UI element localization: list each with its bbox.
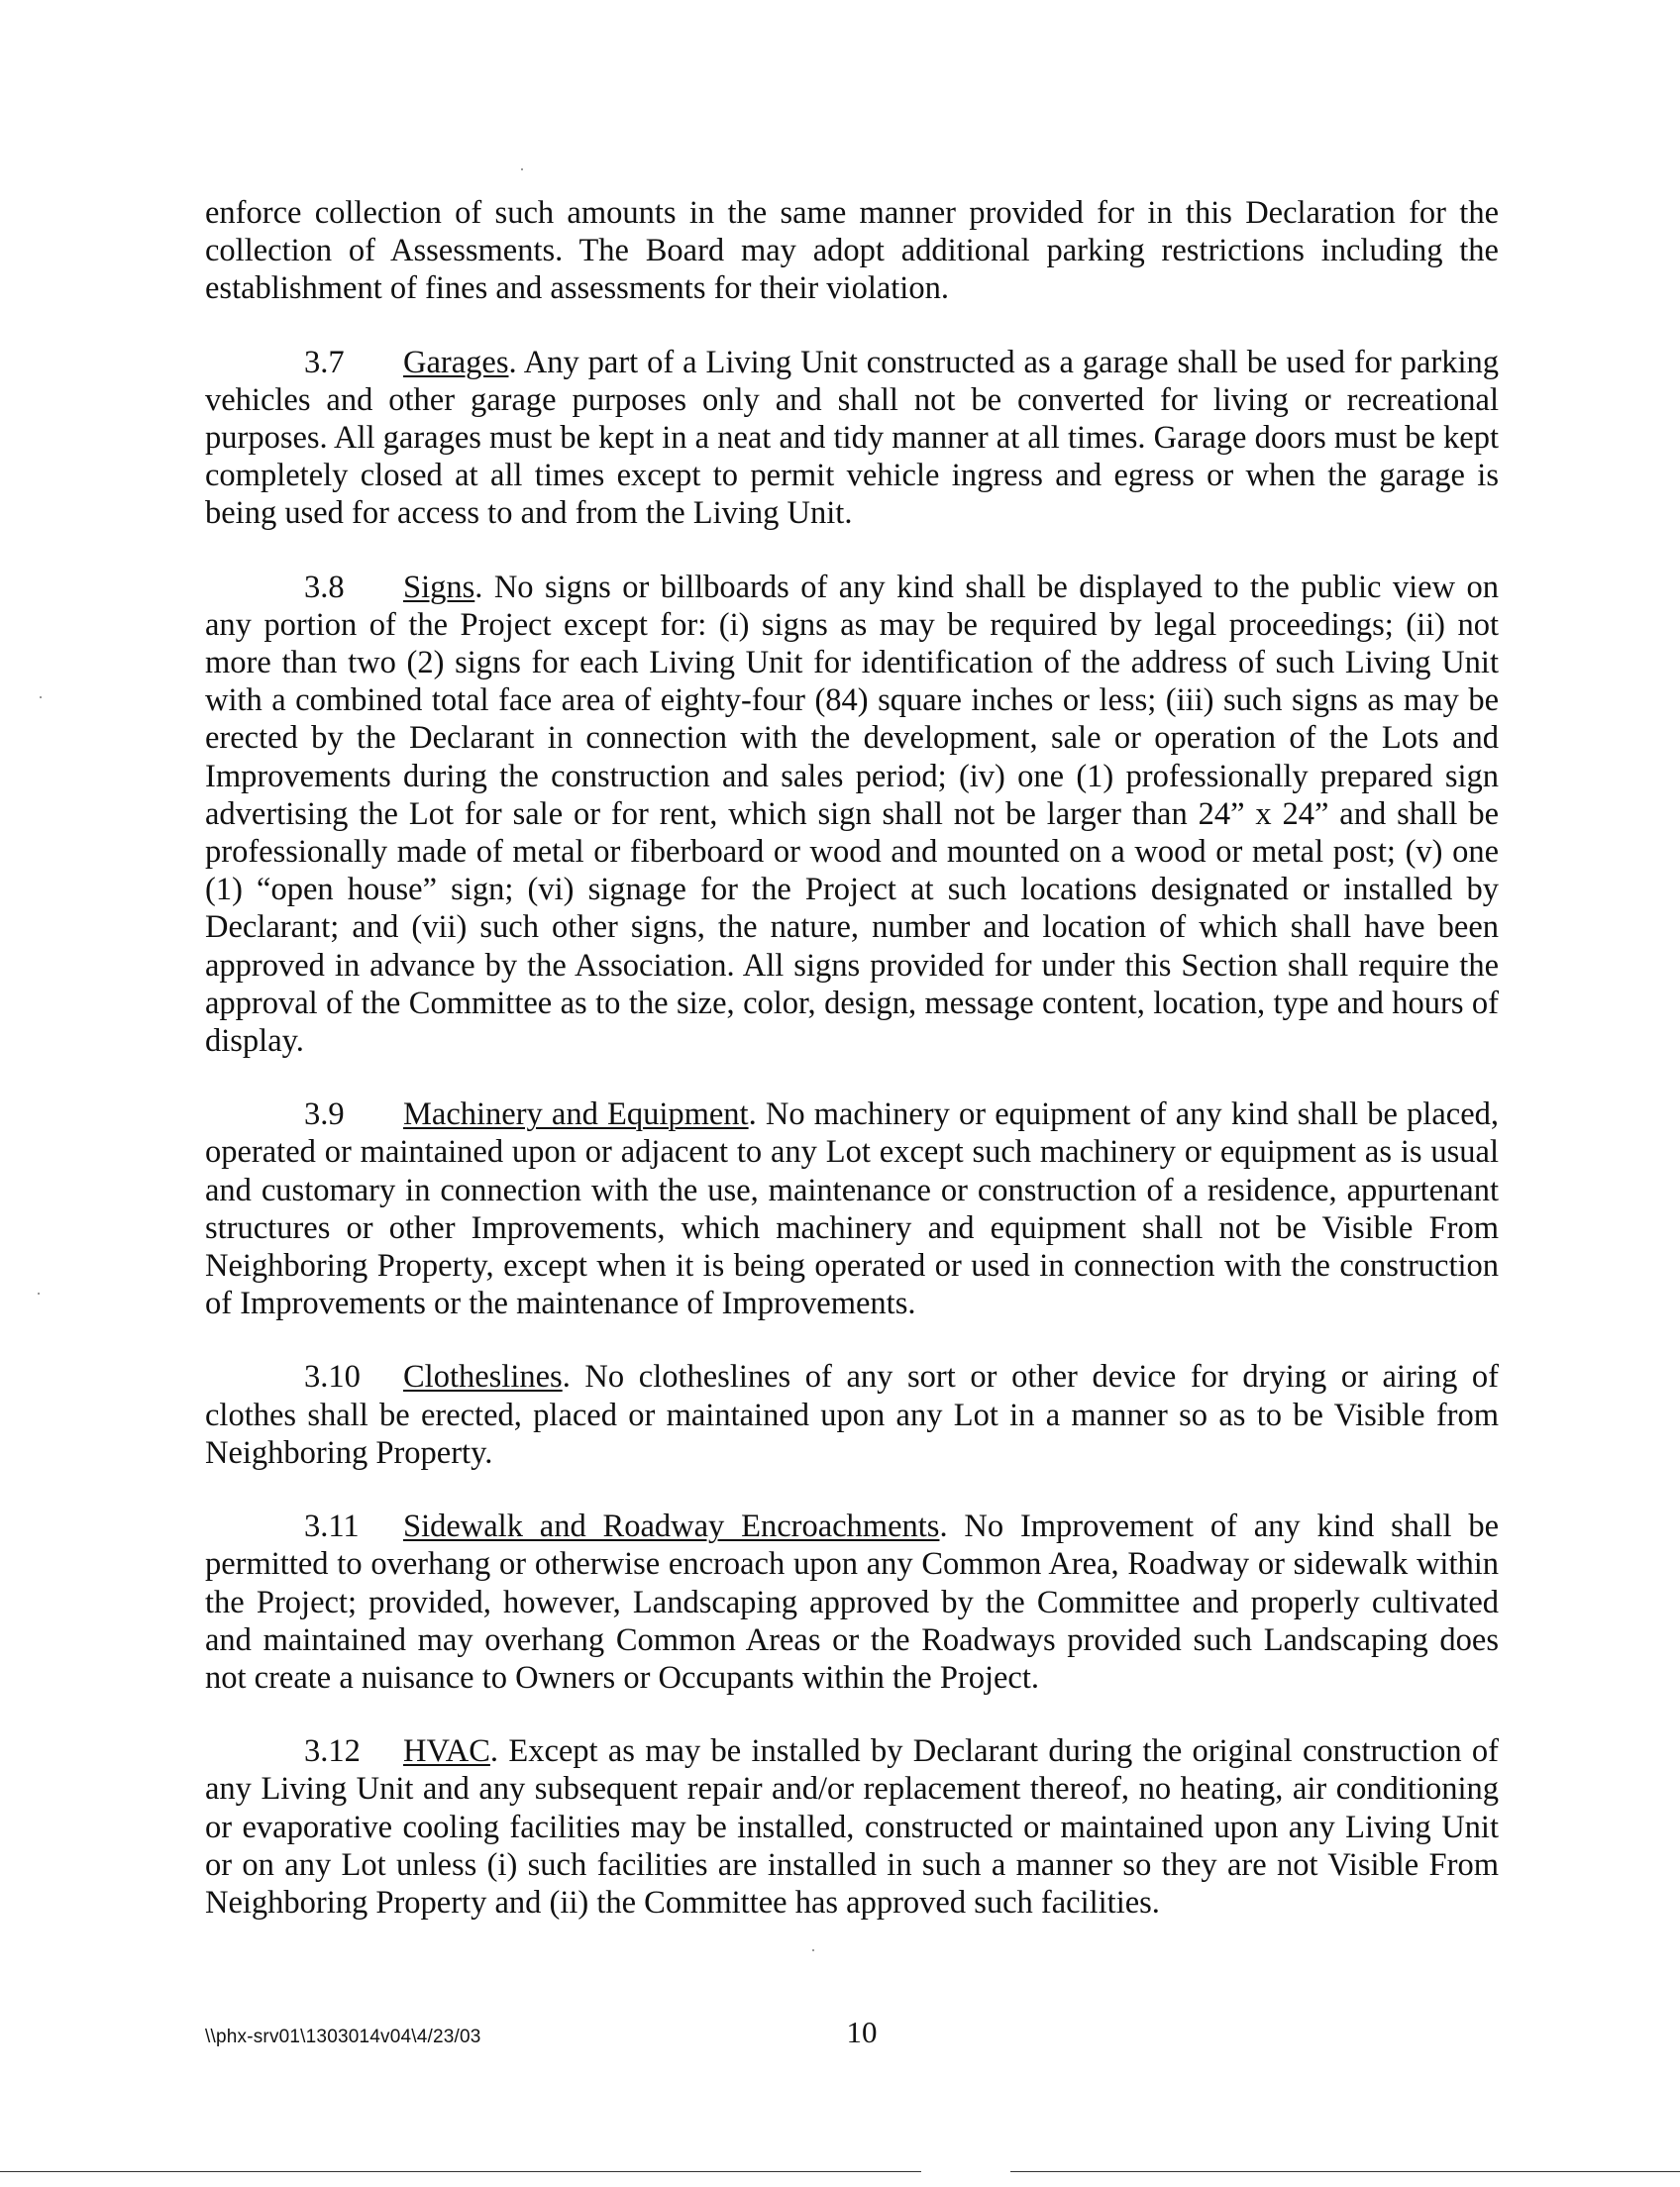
section-number: 3.8 xyxy=(304,569,345,605)
section-number: 3.12 xyxy=(304,1733,361,1770)
footer-file-path: \\phx-srv01\1303014v04\4/23/03 xyxy=(205,2027,481,2047)
section-number: 3.7 xyxy=(304,344,345,380)
section-title: Sidewalk and Roadway Encroachments xyxy=(403,1509,940,1545)
section-3-10 xyxy=(205,1358,1499,1472)
scan-speck xyxy=(812,1949,814,1951)
section-title: Signs xyxy=(403,569,475,605)
section-number: 3.11 xyxy=(304,1509,360,1545)
section-title: Garages xyxy=(403,344,509,380)
section-title: HVAC xyxy=(403,1733,490,1770)
section-3-7 xyxy=(205,344,1499,533)
section-text: . No clotheslines of any sort or other device for drying or airing of clothes shall be erected, placed or maintained upon any Lot in a manner so as to be Visible from Neighboring Property. xyxy=(205,1359,1499,1471)
section-text: . Except as may be installed by Declarant during the original construction of any Living Unit and any subsequent repair and/or replacement thereof, no heating, air conditioning or evaporative cooling facilities may be installed, constructed or maintained upon any Living Unit or on any Lot unless (i) such facilities are installed in such a manner so they are not Visible From Neighboring Property and (ii) the Committee has approved such facilities. xyxy=(205,1733,1499,1921)
section-text: . No signs or billboards of any kind shall be displayed to the public view on any portion of the Project except for: (i) signs as may be required by legal proceedings; (ii) not more than two (2) signs for each Living Unit for identification of the address of such Living Unit with a combined total face area of eighty-four (84) square inches or less; (iii) such signs as may be erected by the Declarant in connection with the development, sale or operation of the Lots and Improvements during the construction and sales period; (iv) one (1) professionally prepared sign advertising the Lot for sale or for rent, which sign shall not be larger than 24” x 24” and shall be professionally made of metal or fiberboard or wood and mounted on a wood or metal post; (v) one (1) “open house” sign; (vi) signage for the Project at such locations designated or installed by Declarant; and (vii) such other signs, the nature, number and location of which shall have been approved in advance by the Association. All signs provided for under this Section shall require the approval of the Committee as to the size, color, design, message content, location, type and hours of display. xyxy=(205,569,1499,1060)
section-3-8 xyxy=(205,569,1499,1061)
scan-speck xyxy=(521,168,523,170)
scan-speck xyxy=(38,1293,40,1295)
section-3-9 xyxy=(205,1095,1499,1322)
section-number: 3.9 xyxy=(304,1096,345,1133)
section-text: . No Improvement of any kind shall be permitted to overhang or otherwise encroach upon any Common Area, Roadway or sidewalk within the Project; provided, however, Landscaping approved by the Committee and properly cultivated and maintained may overhang Common Areas or the Roadways provided such Landscaping does not create a nuisance to Owners or Occupants within the Project. xyxy=(205,1509,1500,1696)
section-number: 3.10 xyxy=(304,1359,361,1396)
scan-speck xyxy=(40,696,42,698)
page-number: 10 xyxy=(846,2015,878,2049)
section-title: Machinery and Equipment xyxy=(403,1096,749,1133)
section-3-11 xyxy=(205,1508,1499,1697)
scan-edge-line-right xyxy=(1010,2171,1680,2172)
section-text: . No machinery or equipment of any kind shall be placed, operated or maintained upon or adjacent to any Lot except such machinery or equipment as is usual and customary in connection with the use, maintenance or construction of a residence, appurtenant structures or other Improvements, which machinery and equipment shall not be Visible From Neighboring Property, except when it is being operated or used in connection with the construction of Improvements or the maintenance of Improvements. xyxy=(205,1096,1499,1322)
scan-edge-line-left xyxy=(0,2171,921,2172)
intro-paragraph: enforce collection of such amounts in the same manner provided for in this Declaration for the collection of Assessments. The Board may adopt additional parking restrictions including the establishment of fines and assessments for their violation. xyxy=(205,195,1499,307)
document-body xyxy=(205,194,1499,1957)
section-3-12 xyxy=(205,1732,1499,1922)
section-title: Clotheslines xyxy=(403,1359,563,1396)
section-text: . Any part of a Living Unit constructed as a garage shall be used for parking vehicles and other garage purposes only and shall not be converted for living or recreational purposes. All garages must be kept in a neat and tidy manner at all times. Garage doors must be kept completely closed at all times except to permit vehicle ingress and egress or when the garage is being used for access to and from the Living Unit. xyxy=(205,344,1499,532)
